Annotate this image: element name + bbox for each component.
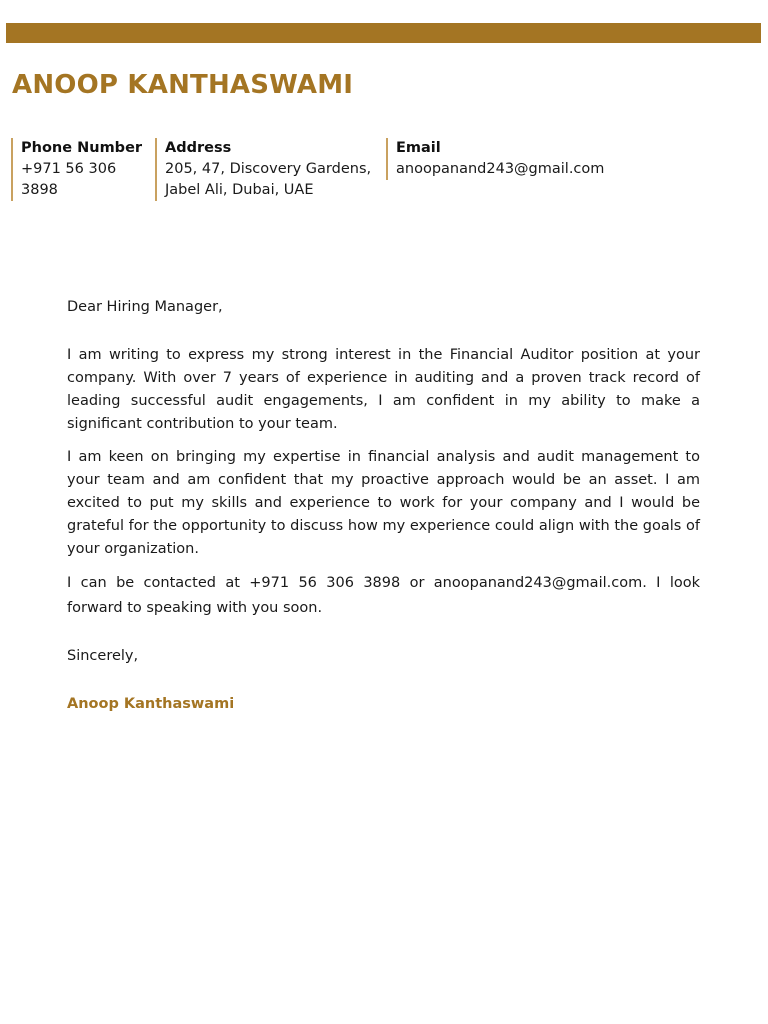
paragraph-1-text: I am writing to express my strong interest in the Financial Auditor position at your company. With over 7 years of experience in auditing and a proven track record of leading successful audit engagements, I am confident in my ability to make a significant contribution to your team.: [67, 347, 700, 432]
salutation-text: Dear Hiring Manager,: [67, 299, 223, 315]
email-value: anoopanand243@gmail.com: [396, 161, 605, 177]
address-value: 205, 47, Discovery Gardens, Jabel Ali, Dubai, UAE: [165, 161, 372, 198]
letter-salutation: [67, 296, 700, 319]
applicant-name: ANOOP KANTHASWAMI: [12, 70, 354, 100]
letter-paragraph-3: [67, 571, 700, 620]
closing-text: Sincerely,: [67, 648, 139, 664]
header-accent-bar: [6, 23, 761, 43]
letter-paragraph-1: [67, 344, 700, 436]
letter-paragraph-2: [67, 446, 700, 561]
letter-closing: [67, 645, 700, 668]
letter-signature: [67, 693, 700, 716]
phone-value: +971 56 306 3898: [21, 161, 117, 198]
phone-label: Phone Number: [21, 140, 143, 156]
paragraph-3-text: I can be contacted at +971 56 306 3898 or anoopanand243@gmail.com. I look forward to speaking with you soon.: [67, 575, 700, 616]
contact-phone: [11, 138, 155, 201]
signature-name: Anoop Kanthaswami: [67, 696, 235, 712]
paragraph-2-text: I am keen on bringing my expertise in financial analysis and audit management to your team and am confident that my proactive approach would be an asset. I am excited to put my skills and experience to work for your company and I would be grateful for the opportunity to discuss how my experience could align with the goals of your organization.: [67, 449, 700, 557]
contact-address: [155, 138, 380, 201]
address-label: Address: [165, 140, 232, 156]
email-label: Email: [396, 140, 441, 156]
contact-email: [386, 138, 656, 180]
